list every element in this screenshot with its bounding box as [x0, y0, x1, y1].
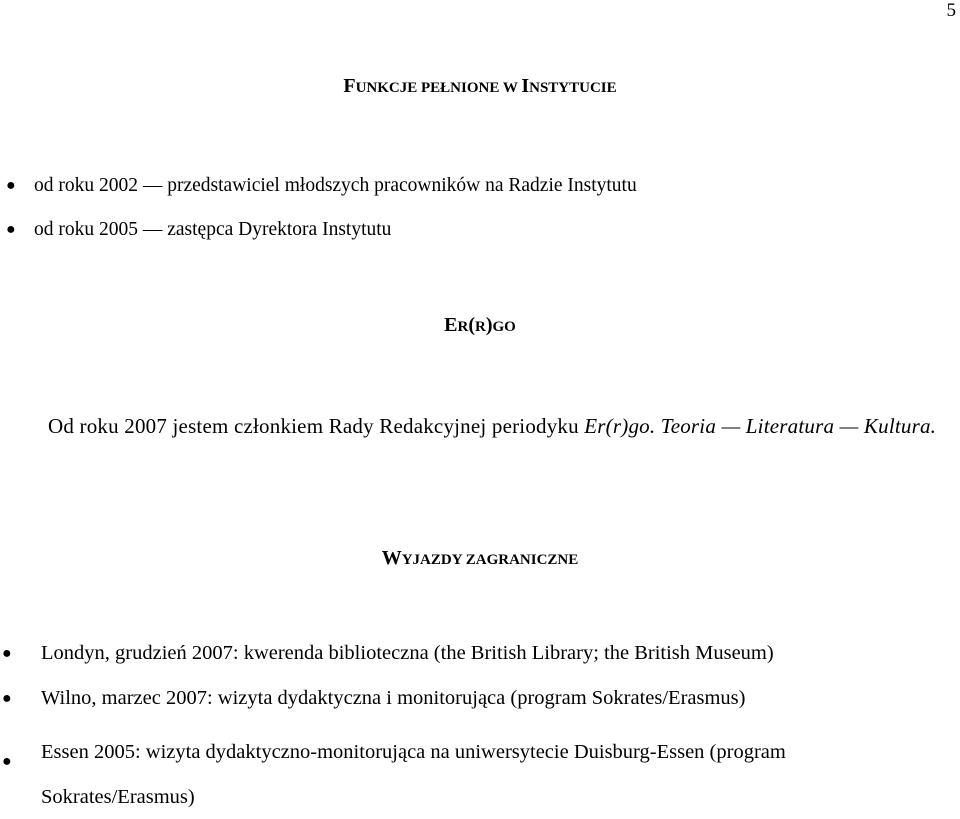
list-item-text: Essen 2005: wizyta dydaktyczno-monitorująca na uniwersytecie Duisburg-Essen (program Sokrates/Erasmus)	[41, 741, 786, 808]
list-item-text: od roku 2005 — zastępca Dyrektora Instytutu	[34, 219, 392, 240]
list-item-text: Londyn, grudzień 2007: kwerenda biblioteczna (the British Library; the British Museum)	[41, 642, 774, 664]
heading-part: (	[468, 314, 475, 336]
heading-part: F	[343, 75, 356, 97]
list-item	[0, 686, 911, 731]
heading-part: YJAZDY ZAGRANICZNE	[401, 552, 579, 568]
heading-part: E	[444, 314, 458, 336]
heading-part: UNKCJE PEŁNIONE W	[355, 80, 522, 96]
page-number: 5	[946, 0, 956, 21]
list-item	[0, 217, 637, 261]
heading-part: R	[457, 319, 469, 335]
list-item	[0, 641, 911, 686]
section-heading-functions	[0, 74, 960, 100]
trips-list	[0, 641, 911, 819]
section-heading-trips	[0, 546, 960, 572]
list-item	[0, 173, 637, 217]
heading-part: I	[521, 75, 530, 97]
paragraph-text: Od roku 2007 jestem członkiem Rady Redakcyjnej periodyku	[48, 414, 585, 438]
periodical-title: Er(r)go. Teoria — Literatura — Kultura.	[584, 414, 937, 438]
list-item-text: od roku 2002 — przedstawiciel młodszych pracowników na Radzie Instytutu	[34, 175, 637, 196]
bullet-icon: ●	[2, 645, 12, 662]
list-item-text: Wilno, marzec 2007: wizyta dydaktyczna i monitorująca (program Sokrates/Erasmus)	[41, 686, 746, 709]
bullet-icon: ●	[6, 221, 16, 238]
bullet-icon: ●	[2, 689, 12, 707]
heading-part: R	[475, 319, 486, 335]
bullet-icon: ●	[2, 753, 12, 770]
functions-list	[0, 173, 637, 261]
list-item	[0, 730, 911, 819]
heading-part: NSTYTUCIE	[529, 80, 617, 96]
section-heading-ergo	[0, 313, 960, 339]
ergo-paragraph	[4, 404, 954, 449]
bullet-icon: ●	[6, 177, 16, 194]
heading-part: W	[381, 547, 402, 569]
heading-part: GO	[492, 319, 516, 335]
heading-part: )	[485, 314, 493, 336]
